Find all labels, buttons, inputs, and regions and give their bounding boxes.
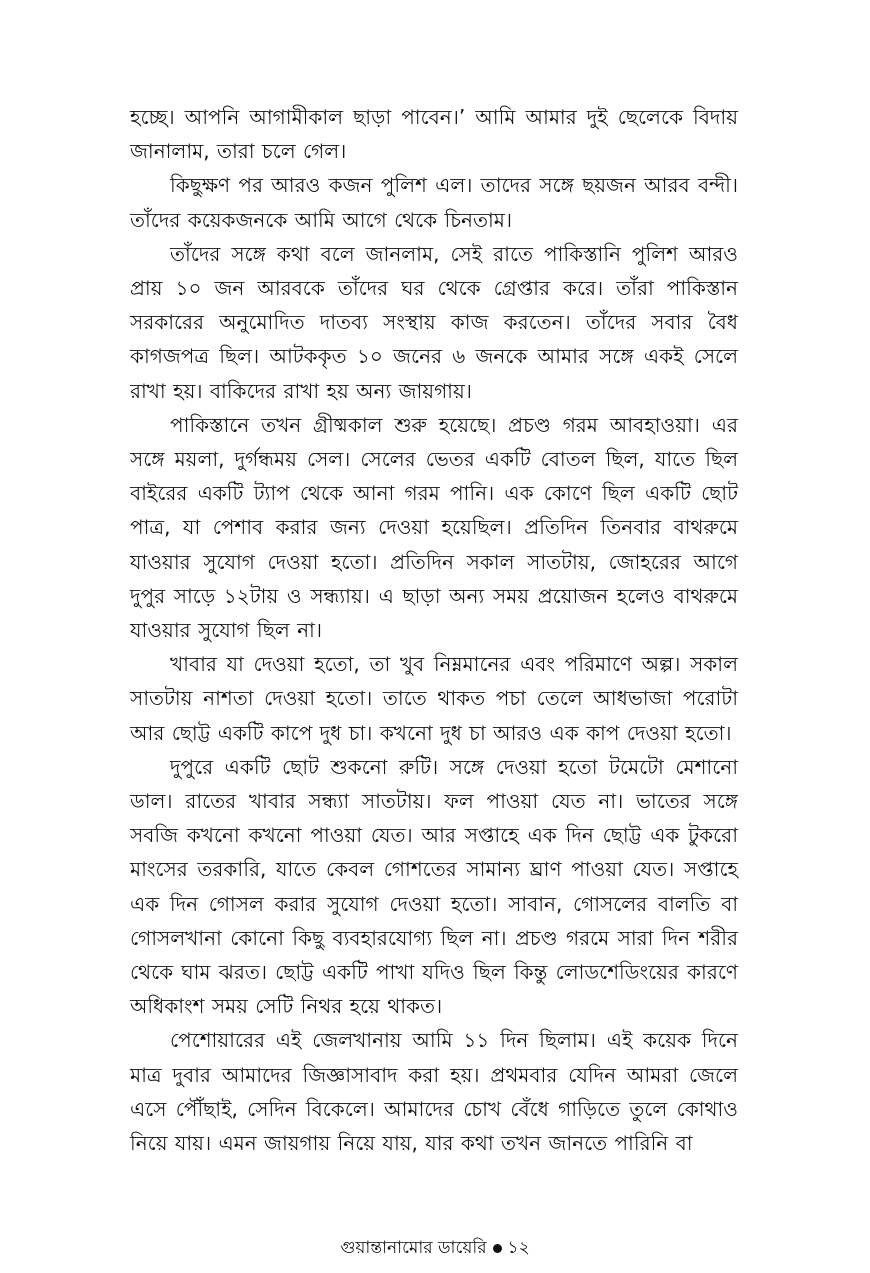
paragraph-7: পেশোয়ারের এই জেলখানায় আমি ১১ দিন ছিলাম। এই কয়েক দিনে মাত্র দুবার আমাদের জিজ্ঞাসাবাদ করা হয়। প্রথমবার যেদিন আমরা জেলে এসে পৌঁছাই, সেদিন বিকেলে। আমাদের চোখ বেঁধে গাড়িতে তুলে কোথাও নিয়ে যায়। এমন জায়গায় নিয়ে যায়, যার কথা তখন জানতে পারিনি বা: [130, 1028, 738, 1156]
bullet-dot-icon: [493, 1244, 502, 1253]
paragraph-2: কিছুক্ষণ পর আরও কজন পুলিশ এল। তাদের সঙ্গে ছয়জন আরব বন্দী। তাঁদের কয়েকজনকে আমি আগে থেকে চিনতাম।: [130, 173, 738, 232]
paragraph-4: পাকিস্তানে তখন গ্রীষ্মকাল শুরু হয়েছে। প্রচণ্ড গরম আবহাওয়া। এর সঙ্গে ময়লা, দুর্গন্ধময় সেল। সেলের ভেতর একটি বোতল ছিল, যাতে ছিল বাইরের একটি ট্যাপ থেকে আনা গরম পানি। এক কোণে ছিল একটি ছোট পাত্র, যা পেশাব করার জন্য দেওয়া হয়েছিল। প্রতিদিন তিনবার বাথরুমে যাওয়ার সুযোগ দেওয়া হতো। প্রতিদিন সকাল সাতটায়, জোহরের আগে দুপুর সাড়ে ১২টায় ও সন্ধ্যায়। এ ছাড়া অন্য সময় প্রয়োজন হলেও বাথরুমে যাওয়ার সুযোগ ছিল না।: [130, 412, 738, 643]
page-footer: [0, 1236, 870, 1260]
page-number: ১২: [507, 1238, 530, 1258]
paragraph-5: খাবার যা দেওয়া হতো, তা খুব নিম্নমানের এবং পরিমাণে অল্প। সকাল সাতটায় নাশতা দেওয়া হতো। তাতে থাকত পচা তেলে আধভাজা পরোটা আর ছোট্ট একটি কাপে দুধ চা। কখনো দুধ চা আরও এক কাপ দেওয়া হতো।: [130, 652, 738, 745]
page-body: [130, 100, 738, 1160]
paragraph-1: হচ্ছে। আপনি আগামীকাল ছাড়া পাবেন।’ আমি আমার দুই ছেলেকে বিদায় জানালাম, তারা চলে গেল।: [130, 105, 738, 164]
paragraph-6: দুপুরে একটি ছোট শুকনো রুটি। সঙ্গে দেওয়া হতো টমেটো মেশানো ডাল। রাতের খাবার সন্ধ্যা সাতটায়। ফল পাওয়া যেত না। ভাতের সঙ্গে সবজি কখনো কখনো পাওয়া যেত। আর সপ্তাহে এক দিন ছোট্ট এক টুকরো মাংসের তরকারি, যাতে কেবল গোশতের সামান্য ঘ্রাণ পাওয়া যেত। সপ্তাহে এক দিন গোসল করার সুযোগ দেওয়া হতো। সাবান, গোসলের বালতি বা গোসলখানা কোনো কিছু ব্যবহারযোগ্য ছিল না। প্রচণ্ড গরমে সারা দিন শরীর থেকে ঘাম ঝরত। ছোট্ট একটি পাখা যদিও ছিল কিন্তু লোডশেডিংয়ের কারণে অধিকাংশ সময় সেটি নিথর হয়ে থাকত।: [130, 754, 738, 1019]
paragraph-3: তাঁদের সঙ্গে কথা বলে জানলাম, সেই রাতে পাকিস্তানি পুলিশ আরও প্রায় ১০ জন আরবকে তাঁদের ঘর থেকে গ্রেপ্তার করে। তাঁরা পাকিস্তান সরকারের অনুমোদিত দাতব্য সংস্থায় কাজ করতেন। তাঁদের সবার বৈধ কাগজপত্র ছিল। আটককৃত ১০ জনের ৬ জনকে আমার সঙ্গে একই সেলে রাখা হয়। বাকিদের রাখা হয় অন্য জায়গায়।: [130, 241, 738, 403]
footer-book-title: গুয়ান্তানামোর ডায়েরি: [340, 1238, 487, 1258]
